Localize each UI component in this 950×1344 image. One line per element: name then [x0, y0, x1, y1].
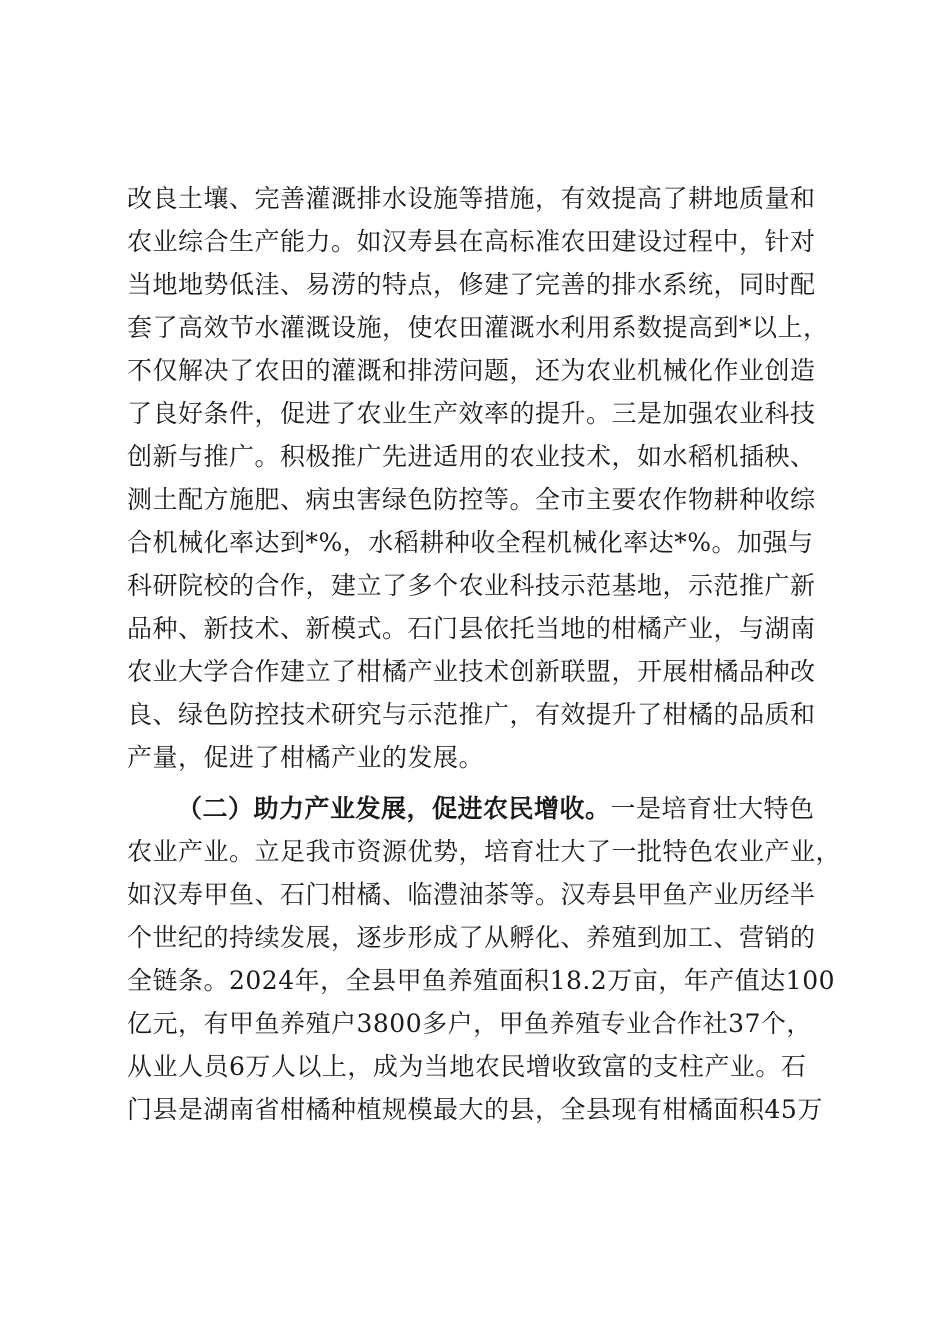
paragraph-1-line-5: 不仅解决了农田的灌溉和排涝问题，还为农业机械化作业创造	[127, 356, 816, 385]
paragraph-2-line-7: 从业人员6万人以上，成为当地农民增收致富的支柱产业。石	[127, 1052, 807, 1081]
paragraph-1-line-2: 农业综合生产能力。如汉寿县在高标准农田建设过程中，针对	[127, 227, 816, 256]
paragraph-1-line-12: 农业大学合作建立了柑橘产业技术创新联盟，开展柑橘品种改	[127, 657, 816, 686]
paragraph-1-line-4: 套了高效节水灌溉设施，使农田灌溉水利用系数提高到*以上，	[127, 313, 829, 342]
paragraph-1-line-1: 改良土壤、完善灌溉排水设施等措施，有效提高了耕地质量和	[127, 184, 816, 213]
paragraph-1-line-9: 合机械化率达到*%，水稻耕种收全程机械化率达*%。加强与	[127, 528, 814, 557]
paragraph-1-line-10: 科研院校的合作，建立了多个农业科技示范基地，示范推广新	[127, 571, 816, 600]
paragraph-2-line-6: 亿元，有甲鱼养殖户3800多户，甲鱼养殖专业合作社37个，	[127, 1009, 812, 1038]
paragraph-2-line-8: 门县是湖南省柑橘种植规模最大的县，全县现有柑橘面积45万	[127, 1095, 823, 1124]
section-heading-continuation: 一是培育壮大特色	[610, 794, 815, 823]
paragraph-2-line-5: 全链条。2024年，全县甲鱼养殖面积18.2万亩，年产值达100	[127, 966, 836, 995]
paragraph-2-line-3: 如汉寿甲鱼、石门柑橘、临澧油茶等。汉寿县甲鱼产业历经半	[127, 880, 816, 909]
paragraph-2-line-1	[177, 793, 877, 825]
section-heading: （二）助力产业发展，促进农民增收。	[177, 794, 611, 823]
paragraph-1-line-11: 品种、新技术、新模式。石门县依托当地的柑橘产业，与湖南	[127, 614, 816, 643]
paragraph-1-line-3: 当地地势低洼、易涝的特点，修建了完善的排水系统，同时配	[127, 270, 816, 299]
paragraph-2-line-2: 农业产业。立足我市资源优势，培育壮大了一批特色农业产业，	[127, 837, 842, 866]
paragraph-1-line-8: 测土配方施肥、病虫害绿色防控等。全市主要农作物耕种收综	[127, 485, 816, 514]
paragraph-1-line-6: 了良好条件，促进了农业生产效率的提升。三是加强农业科技	[127, 399, 816, 428]
paragraph-1-line-14: 产量，促进了柑橘产业的发展。	[127, 743, 485, 772]
paragraph-1-line-7: 创新与推广。积极推广先进适用的农业技术，如水稻机插秧、	[127, 442, 816, 471]
paragraph-2-line-4: 个世纪的持续发展，逐步形成了从孵化、养殖到加工、营销的	[127, 923, 816, 952]
paragraph-1-line-13: 良、绿色防控技术研究与示范推广，有效提升了柑橘的品质和	[127, 700, 816, 729]
